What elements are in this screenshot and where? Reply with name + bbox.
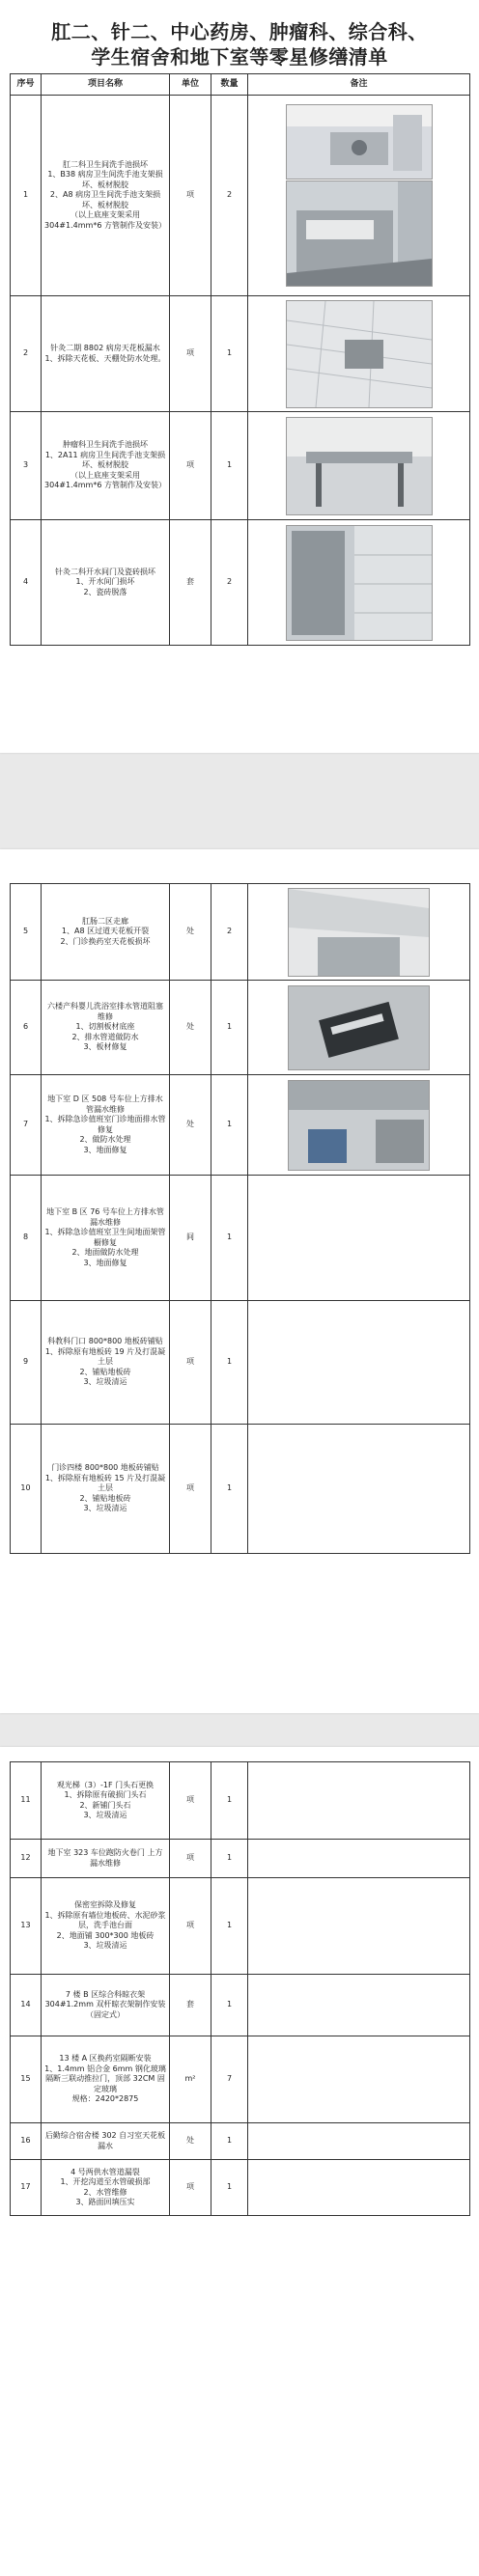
row-unit: 项 <box>170 412 211 520</box>
row-name: 肛肠二区走廊 1、A8 区过道天花板开裂 2、门诊换药室天花板损坏 <box>42 884 170 981</box>
table-row <box>11 520 470 646</box>
row-unit: 间 <box>170 1176 211 1301</box>
row-no: 11 <box>11 1762 42 1840</box>
header-unit: 单位 <box>170 74 211 96</box>
row-photo-cell <box>248 884 470 981</box>
row-unit: 套 <box>170 1975 211 2036</box>
document-page-3 <box>0 1747 479 2576</box>
table-row <box>11 1176 470 1301</box>
row-photo-cell <box>248 412 470 520</box>
row-name: 科教科门口 800*800 地板砖铺贴 1、拆除原有地板砖 19 片及打混凝土层 2、铺贴地板砖 3、垃圾清运 <box>42 1301 170 1425</box>
row-no: 15 <box>11 2036 42 2123</box>
row-unit: 项 <box>170 1878 211 1975</box>
document-title <box>0 19 479 69</box>
row-no: 9 <box>11 1301 42 1425</box>
row-no: 12 <box>11 1840 42 1878</box>
row-no: 6 <box>11 981 42 1075</box>
row-photo-cell <box>248 520 470 646</box>
row-qty: 1 <box>211 1878 248 1975</box>
row-no: 17 <box>11 2160 42 2216</box>
photo-drain-pipe <box>288 985 430 1070</box>
row-name: 13 楼 A 区换药室隔断安装 1、1.4mm 铝合金 6mm 钢化玻璃隔断三联动推拉门，顶部 32CM 固定玻璃 规格：2420*2875 <box>42 2036 170 2123</box>
row-unit: 项 <box>170 1840 211 1878</box>
row-photo-cell <box>248 1176 470 1301</box>
document-page-2 <box>0 849 479 1713</box>
photo-ceiling-leak <box>286 300 433 408</box>
row-name: 地下室 323 车位跑防火卷门 上方漏水维修 <box>42 1840 170 1878</box>
table-row <box>11 296 470 412</box>
table-row <box>11 1878 470 1975</box>
row-photo-cell <box>248 1975 470 2036</box>
table-row <box>11 884 470 981</box>
row-qty: 2 <box>211 520 248 646</box>
title-line-2: 学生宿舍和地下室等零星修缮清单 <box>91 45 388 69</box>
row-photo-cell <box>248 1075 470 1176</box>
row-name: 地下室 D 区 508 号车位上方排水管漏水维修 1、拆除急诊值班室门诊地面排水管修复 2、做防水处理 3、地面修复 <box>42 1075 170 1176</box>
row-name: 观光梯（3）-1F 门头石更换 1、拆除原有破损门头石 2、新铺门头石 3、垃圾清运 <box>42 1762 170 1840</box>
row-qty: 1 <box>211 2160 248 2216</box>
row-name: 针灸二科开水间门及瓷砖损坏 1、开水间门损坏 2、瓷砖脱落 <box>42 520 170 646</box>
row-name: 肛二科卫生间洗手池损坏 1、B38 病房卫生间洗手池支架损坏、板材脱胶 2、A8 病房卫生间洗手池支架损坏、板材脱胶 （以上底座支架采用304#1.4mm*6 方管制作及安装） <box>42 96 170 296</box>
row-photo-cell <box>248 1762 470 1840</box>
row-photo-cell <box>248 1425 470 1554</box>
row-unit: 项 <box>170 1425 211 1554</box>
photo-basement-ceiling <box>288 1080 430 1171</box>
row-name: 保密室拆除及修复 1、拆除原有墙位地板砖、水泥砂浆层，洗手池台面 2、地面铺 300*300 地板砖 3、垃圾清运 <box>42 1878 170 1975</box>
document-page-1 <box>0 0 479 753</box>
photo-door-tiles <box>286 525 433 641</box>
row-unit: 项 <box>170 1762 211 1840</box>
row-photo-cell <box>248 1840 470 1878</box>
table-row <box>11 1301 470 1425</box>
repair-table-part-1 <box>10 73 470 646</box>
table-row <box>11 2036 470 2123</box>
row-photo-cell <box>248 96 470 296</box>
row-qty: 7 <box>211 2036 248 2123</box>
row-unit: 项 <box>170 296 211 412</box>
row-name: 针灸二期 8802 病房天花板漏水 1、拆除天花板、天棚处防水处理。 <box>42 296 170 412</box>
row-no: 8 <box>11 1176 42 1301</box>
photo-corridor-ceiling <box>288 888 430 977</box>
row-unit: 套 <box>170 520 211 646</box>
table-row <box>11 981 470 1075</box>
row-no: 14 <box>11 1975 42 2036</box>
row-no: 2 <box>11 296 42 412</box>
row-qty: 1 <box>211 1301 248 1425</box>
header-qty: 数量 <box>211 74 248 96</box>
header-note: 备注 <box>248 74 470 96</box>
row-name: 六楼产科婴儿洗浴室排水管道阻塞维修 1、切割板材底座 2、排水管道做防水 3、板材修复 <box>42 981 170 1075</box>
row-unit: 处 <box>170 981 211 1075</box>
row-photo-cell <box>248 2036 470 2123</box>
table-row <box>11 1762 470 1840</box>
row-no: 1 <box>11 96 42 296</box>
header-no: 序号 <box>11 74 42 96</box>
row-qty: 1 <box>211 1176 248 1301</box>
photo-sink-support <box>286 417 433 515</box>
row-unit: 项 <box>170 2160 211 2216</box>
repair-table-part-3 <box>10 1761 470 2216</box>
row-unit: 项 <box>170 96 211 296</box>
photo-bathroom-sink-2 <box>286 180 433 287</box>
row-name: 地下室 B 区 76 号车位上方排水管漏水维修 1、拆除急诊值班室卫生间地面架管橱修复 2、地面做防水处理 3、地面修复 <box>42 1176 170 1301</box>
row-qty: 1 <box>211 1975 248 2036</box>
row-qty: 1 <box>211 412 248 520</box>
table-row <box>11 96 470 296</box>
row-photo-cell <box>248 2123 470 2160</box>
row-name: 后勤综合宿舍楼 302 自习室天花板漏水 <box>42 2123 170 2160</box>
table-row <box>11 1840 470 1878</box>
row-qty: 1 <box>211 1762 248 1840</box>
row-qty: 1 <box>211 2123 248 2160</box>
row-no: 16 <box>11 2123 42 2160</box>
row-no: 10 <box>11 1425 42 1554</box>
row-no: 13 <box>11 1878 42 1975</box>
row-unit: 处 <box>170 1075 211 1176</box>
row-name: 门诊四楼 800*800 地板砖铺贴 1、拆除原有地板砖 15 片及打混凝土层 2、铺贴地板砖 3、垃圾清运 <box>42 1425 170 1554</box>
row-unit: m² <box>170 2036 211 2123</box>
row-qty: 1 <box>211 1075 248 1176</box>
header-name: 项目名称 <box>42 74 170 96</box>
row-no: 7 <box>11 1075 42 1176</box>
row-no: 4 <box>11 520 42 646</box>
row-name: 7 楼 B 区综合科晾衣架 304#1.2mm 双杆晾衣架制作安装（固定式） <box>42 1975 170 2036</box>
table-row <box>11 1075 470 1176</box>
table-row <box>11 1975 470 2036</box>
row-name: 肿瘤科卫生间洗手池损坏 1、2A11 病房卫生间洗手池支架损坏、板材脱胶 （以上底座支架采用304#1.4mm*6 方管制作及安装） <box>42 412 170 520</box>
row-photo-cell <box>248 1301 470 1425</box>
repair-table-part-2 <box>10 883 470 1554</box>
row-unit: 项 <box>170 1301 211 1425</box>
row-qty: 1 <box>211 1840 248 1878</box>
row-no: 3 <box>11 412 42 520</box>
table-row <box>11 1425 470 1554</box>
table-header-row <box>11 74 470 96</box>
row-qty: 2 <box>211 96 248 296</box>
row-photo-cell <box>248 2160 470 2216</box>
row-no: 5 <box>11 884 42 981</box>
row-name: 4 号两供水管道漏裂 1、开挖沟道至水管破损部 2、水管维修 3、路面回填压实 <box>42 2160 170 2216</box>
table-row <box>11 2123 470 2160</box>
photo-bathroom-sink-1 <box>286 104 433 180</box>
row-qty: 1 <box>211 981 248 1075</box>
row-photo-cell <box>248 296 470 412</box>
row-photo-cell <box>248 981 470 1075</box>
row-unit: 处 <box>170 884 211 981</box>
row-unit: 处 <box>170 2123 211 2160</box>
table-row <box>11 2160 470 2216</box>
table-row <box>11 412 470 520</box>
row-qty: 1 <box>211 1425 248 1554</box>
row-qty: 2 <box>211 884 248 981</box>
title-line-1: 肛二、针二、中心药房、肿瘤科、综合科、 <box>51 20 428 43</box>
row-photo-cell <box>248 1878 470 1975</box>
row-qty: 1 <box>211 296 248 412</box>
